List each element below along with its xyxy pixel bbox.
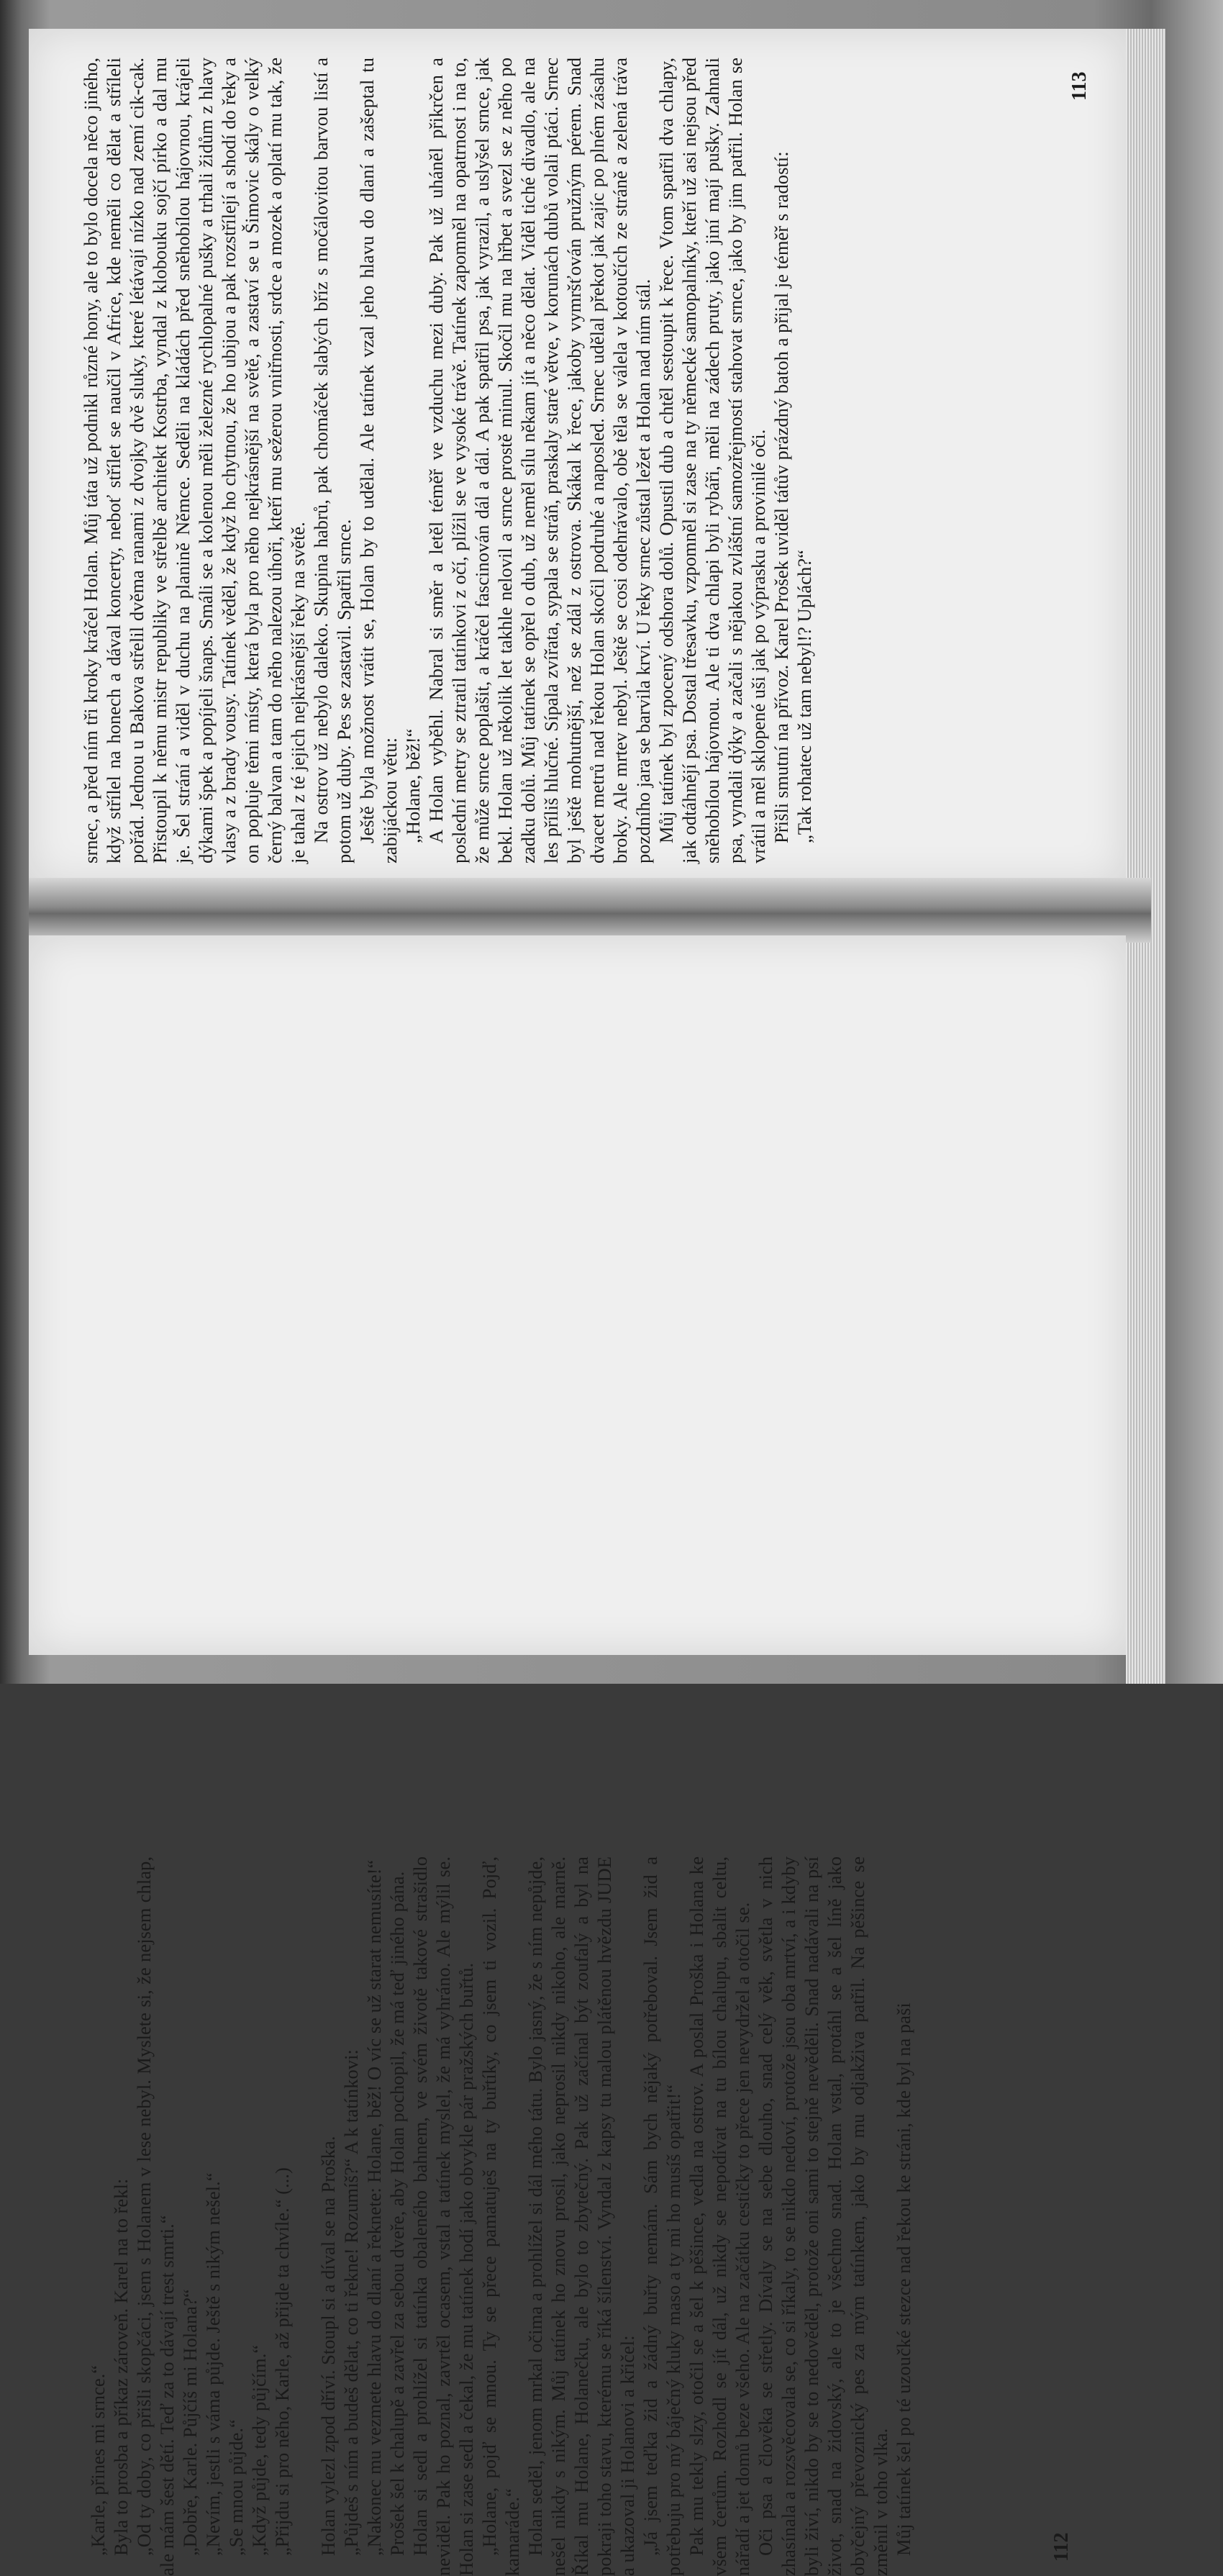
left-page [29, 935, 1126, 2576]
right-page-text [79, 58, 816, 863]
page-number-113: 113 [1068, 71, 1091, 101]
paragraph: Pak mu tekly slzy, otočil se a šel k pěšince, vedla na ostrov. A poslal Proška i Holana ke všem čertům. Rozhodl se jít dál, už nikdy se nepodívat na tu bílou chalupu, sbalit celtu, nářadí a jet domů beze všeho. Ale na začátku cestičky to přece jen nevydržel a otočil se. [686, 1856, 753, 2576]
paragraph: Holan vylezl zpod dříví. Stoupl si a díval se na Proška. [317, 2136, 339, 2556]
paragraph: „Půjdeš s ním a budeš dělat, co ti řekne! Rozumíš?“ A k tatínkovi: [340, 2049, 362, 2556]
paragraph: „Od ty doby, co přišli skopčáci, jsem s Holanem v lese nebyl. Myslete si, že nejsem chlap, ale mám šest dětí. Teď za to dávají trest smrti.“ [133, 1856, 178, 2576]
paragraph: „Tak rohatec už tam nebyl!? Uplách?“ [794, 550, 815, 843]
paragraph: Oči psa a člověka se střetly. Dívaly se na sebe dlouho, snad celý věk, světla v nich zhasínala a rozsvěcovala se, co si říkaly, to se nikdo nedoví, protože jsou oba mrtví, a i kdyby byli živí, nikdo by se to nedověděl, protože oni sami to stejně nevěděli. Snad nadávali na psí život, snad na židovský, ale to je všechno snad. Holan vstal, protáhl se a šel líně jako obyčejný převoznický pes za mým tatínkem, jako by mu odjakživa patřil. Na pěšince se změnil v toho vlka. [755, 1856, 891, 2576]
paragraph: „Přijdu si pro něho, Karle, až přijde ta chvíle.“ (...) [271, 2167, 293, 2556]
paragraph: srnec, a před ním tři kroky kráčel Holan. Můj táta už podnikl různé hony, ale to bylo docela něco jiného, když střílel na honech a dával koncerty, neboť střílet se naučil v Africe, kde neměli co dělat a stříleli pořád. Jednou u Bakova střelil dvěma ranami z dvojky dvě sluky, které létávají nízko nad zemí cik-cak. Přistoupil k němu mistr republiky ve střelbě architekt Kostrba, vyndal z klobouku sojčí pírko a dal mu je. Šel strání a viděl v duchu na planině Němce. Seděli na kládách před sněhobílou hájovnou, krájeli dýkami špek a popíjeli šnaps. Smáli se a kolenou měli železné rychlopalné pušky a trhali židům z hlavy vlasy a z brady vousy. Tatínek věděl, že když ho chytnou, že ho ubijou a pak rozstřílejí a shodí do řeky a on popluje těmi místy, která byla pro něho nejkrásnější na světě, a zastaví se u Šimovic skály o velký černý balvan a tam do něho nalezou úhoři, kteří mu sežerou vnitřnosti, srdce a mozek a oplatí mu tak, že je tahal z té jejich nejkrásnější řeky na světě. [80, 58, 309, 863]
paragraph: „Karle, přines mi srnce.“ [87, 2364, 109, 2556]
paragraph: „Když půjde, tedy půjčím.“ [248, 2344, 270, 2556]
paragraph [294, 1856, 317, 2576]
paragraph: A Holan vyběhl. Nabral si směr a letěl téměř ve vzduchu mezi duby. Pak už uháněl přikrčen a poslední metry se ztratil tatínkovi z očí, plížil se ve vysoké trávě. Tatínek zapomněl na opatrnost i na to, že může srnce poplašit, a kráčel fascinován dál a dál. A pak spatřil psa, jak vyrazil, a uslyšel srnce, jak bekl. Holan už několik let takhle nelovil a srnce prostě minul. Skočil mu na hřbet a svezl se z něho po zadku dolů. Můj tatínek se opřel o dub, už neměl sílu někam jít a něco dělat. Viděl tiché divadlo, ale na les příliš hlučné. Sípala zvířata, sypala se stráň, praskaly staré větve, v korunách dubů volali ptáci. Srnec byl ještě mohutnější, než se zdál z ostrova. Skákal k řece, jakoby vymršťován pružným pérem. Snad dvacet metrů nad řekou Holan skočil podruhé a naposled. Srnec udělal překot jak zajíc po plném zásahu broky. Ale mrtev nebyl. Ještě se cosi odehrávalo, obě těla se válela v kotoučích ze stráně a zelená tráva pozdního jara se barvila krví. U řeky srnec zůstal ležet a Holan nad ním stál. [425, 58, 654, 863]
left-page-text [86, 1856, 915, 2576]
paragraph: „Dobře, Karle. Půjčíš mi Holana?“ [179, 2289, 201, 2556]
paragraph: Přišli smutní na přívoz. Karel Prošek uviděl tátův prázdný batoh a přijal je téměř s radostí: [770, 151, 792, 843]
right-page-content [79, 58, 1091, 863]
paragraph: Holan si sedl a prohlížel si tatínka obaleného bahnem, ve svém životě takové strašidlo neviděl. Pak ho poznal, zavrtěl ocasem, vstal a tatínek myslel, že má vyhráno. Ale mýlil se. Holan si zase sedl a čekal, že mu tatínek hodí jako obvykle pár pražských buřtů. [409, 1856, 477, 2576]
left-page-content [86, 1856, 1079, 2576]
paragraph: Holan seděl, jenom mrkal očima a prohlížel si dál mého tátu. Bylo jasný, že s ním nepůjde, nešel nikdy s nikým. Můj tatínek ho znovu prosil, jako neprosil nikdy nikoho, ale marně. Říkal mu Holane, Holanečku, ale bylo to zbytečný. Pak už začínal být zoufalý a byl na pokraji toho stavu, kterému se říká šílenství. Vyndal z kapsy tu malou plátěnou hvězdu JUDE a ukazoval ji Holanovi a křičel: [524, 1856, 638, 2576]
paragraph: „Holane, pojď se mnou. Ty se přece pamatuješ na ty buřtíky, co jsem ti vozil. Pojď, kamaráde.“ [478, 1856, 523, 2576]
page-number-112: 112 [1050, 2532, 1073, 2562]
right-page [29, 29, 1126, 885]
paragraph: „Holane, běž!“ [402, 728, 424, 843]
paragraph: Můj tatínek byl zpocený odshora dolů. Opustil dub a chtěl sestoupit k řece. Vtom spatřil dva chlapy, jak odtáhnějí psa. Dostal třesavku, vzpomněl si zase na ty německé samopalníky, kteří už asi nejsou před sněhobílou hájovnou. Ale ti dva chlapi byli rybáři, měli na zádech pruty, jako jiní mají pušky. Zahnali psa, vyndali dýky a začali s nějakou zvláštní samozřejmostí stahovat srnce, jako by jim patřil. Holan se vrátil a měl sklopené uši jak po výprasku a provinilé oči. [655, 58, 769, 863]
paragraph: Můj tatínek šel po té uzoučké stezce nad řekou ke stráni, kde byl na paši [893, 2003, 914, 2556]
paragraph: „Já jsem teďka žid a žádný buřty nemám. Sám bych nějaký potřeboval. Jsem žid a potřebuju pro mý báječný kluky maso a ty mi ho musíš opatřit!“ [640, 1856, 684, 2576]
paragraph: „Se mnou půjde.“ [225, 2419, 247, 2556]
book-spine [29, 878, 1151, 943]
paragraph: Na ostrov už nebylo daleko. Skupina habrů, pak chomáček slabých bříz s močálovitou barvou listí a potom už duby. Pes se zastavil. Spatřil srnce. [310, 58, 355, 863]
book-page-edges [1126, 29, 1165, 1684]
paragraph: Ještě byla možnost vrátit se, Holan by to udělal. Ale tatínek vzal jeho hlavu do dlaní a zašeptal tu zabijáckou větu: [356, 58, 401, 863]
paragraph: Prošek šel k chalupě a zavřel za sebou dveře, aby Holan pochopil, že má teď jiného pána. [386, 1871, 408, 2556]
paragraph: „Nakonec mu vezmete hlavu do dlaní a řeknete: Holane, běž! O víc se už starat nemusíte!“ [363, 1859, 385, 2556]
paragraph: „Nevím, jestli s váma půjde. Ještě s nikým nešel.“ [202, 2172, 224, 2556]
paragraph: Byla to prosba a příkaz zároveň. Karel na to řekl: [110, 2178, 132, 2556]
